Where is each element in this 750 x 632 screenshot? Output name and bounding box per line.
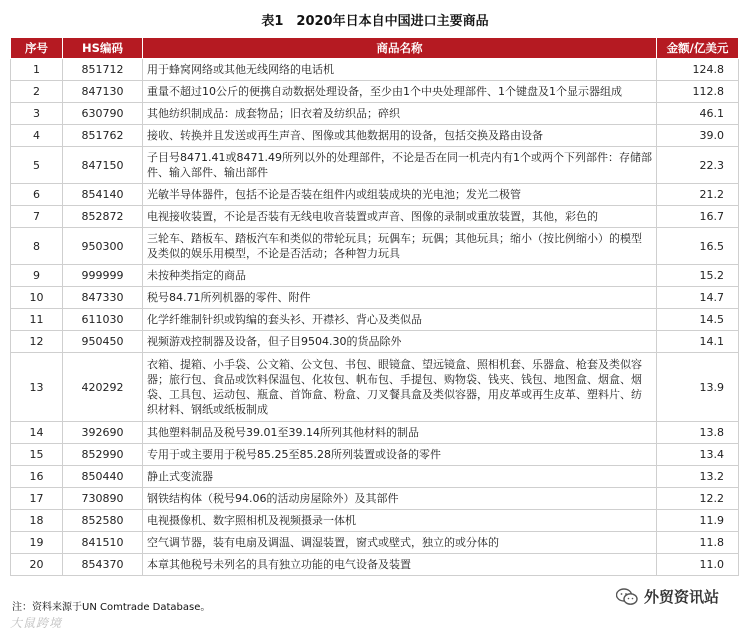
table-row — [11, 103, 739, 125]
watermark-left: 大鼠跨境 — [10, 616, 63, 630]
cell-hs: 847150 — [63, 147, 143, 184]
cell-amount: 11.0 — [657, 554, 739, 576]
cell-no: 8 — [11, 228, 63, 265]
cell-hs: 730890 — [63, 488, 143, 510]
cell-amount: 14.5 — [657, 309, 739, 331]
watermark-right — [616, 586, 719, 607]
cell-no: 5 — [11, 147, 63, 184]
table-row — [11, 466, 739, 488]
table-row — [11, 184, 739, 206]
header-name: 商品名称 — [143, 38, 657, 59]
watermark-right-text: 外贸资讯站 — [644, 588, 720, 606]
cell-no: 11 — [11, 309, 63, 331]
table-row — [11, 228, 739, 265]
table-row — [11, 488, 739, 510]
cell-amount: 12.2 — [657, 488, 739, 510]
cell-no: 9 — [11, 265, 63, 287]
cell-amount: 46.1 — [657, 103, 739, 125]
cell-amount: 13.9 — [657, 353, 739, 422]
cell-no: 13 — [11, 353, 63, 422]
header-no: 序号 — [11, 38, 63, 59]
cell-name: 接收、转换并且发送或再生声音、图像或其他数据用的设备，包括交换及路由设备 — [143, 125, 657, 147]
cell-hs: 950300 — [63, 228, 143, 265]
cell-no: 16 — [11, 466, 63, 488]
cell-hs: 999999 — [63, 265, 143, 287]
cell-name: 用于蜂窝网络或其他无线网络的电话机 — [143, 59, 657, 81]
cell-amount: 15.2 — [657, 265, 739, 287]
cell-hs: 630790 — [63, 103, 143, 125]
cell-no: 3 — [11, 103, 63, 125]
table-row — [11, 331, 739, 353]
cell-hs: 950450 — [63, 331, 143, 353]
cell-no: 4 — [11, 125, 63, 147]
cell-name: 电视接收装置，不论是否装有无线电收音装置或声音、图像的录制或重放装置，其他，彩色的 — [143, 206, 657, 228]
cell-hs: 852990 — [63, 444, 143, 466]
import-goods-table — [10, 37, 739, 576]
cell-amount: 13.2 — [657, 466, 739, 488]
cell-name: 三轮车、踏板车、踏板汽车和类似的带轮玩具；玩偶车；玩偶；其他玩具；缩小（按比例缩小）的模型及类似的娱乐用模型，不论是否活动；各种智力玩具 — [143, 228, 657, 265]
cell-no: 15 — [11, 444, 63, 466]
cell-hs: 847130 — [63, 81, 143, 103]
cell-amount: 124.8 — [657, 59, 739, 81]
cell-hs: 420292 — [63, 353, 143, 422]
cell-hs: 392690 — [63, 422, 143, 444]
table-row — [11, 422, 739, 444]
table-row — [11, 125, 739, 147]
cell-name: 子目号8471.41或8471.49所列以外的处理部件，不论是否在同一机壳内有1个或两个下列部件：存储部件、输入部件、输出部件 — [143, 147, 657, 184]
table-row — [11, 206, 739, 228]
cell-name: 专用于或主要用于税号85.25至85.28所列装置或设备的零件 — [143, 444, 657, 466]
cell-amount: 16.7 — [657, 206, 739, 228]
cell-hs: 851712 — [63, 59, 143, 81]
cell-no: 1 — [11, 59, 63, 81]
table-row — [11, 265, 739, 287]
table-row — [11, 309, 739, 331]
source-note: 注：资料来源于UN Comtrade Database。 — [12, 602, 211, 613]
cell-hs: 851762 — [63, 125, 143, 147]
table-header-row — [11, 38, 739, 59]
cell-name: 重量不超过10公斤的便携自动数据处理设备，至少由1个中央处理部件、1个键盘及1个显示器组成 — [143, 81, 657, 103]
cell-name: 静止式变流器 — [143, 466, 657, 488]
table-row — [11, 287, 739, 309]
cell-name: 电视摄像机、数字照相机及视频摄录一体机 — [143, 510, 657, 532]
cell-no: 10 — [11, 287, 63, 309]
cell-amount: 13.4 — [657, 444, 739, 466]
table-row — [11, 353, 739, 422]
cell-amount: 13.8 — [657, 422, 739, 444]
cell-name: 视频游戏控制器及设备，但子目9504.30的货品除外 — [143, 331, 657, 353]
cell-amount: 21.2 — [657, 184, 739, 206]
cell-hs: 847330 — [63, 287, 143, 309]
cell-amount: 14.1 — [657, 331, 739, 353]
cell-amount: 112.8 — [657, 81, 739, 103]
cell-hs: 611030 — [63, 309, 143, 331]
table-row — [11, 510, 739, 532]
cell-hs: 850440 — [63, 466, 143, 488]
cell-name: 光敏半导体器件，包括不论是否装在组件内或组装成块的光电池；发光二极管 — [143, 184, 657, 206]
table-title: 表1 2020年日本自中国进口主要商品 — [261, 14, 489, 29]
table-row — [11, 444, 739, 466]
cell-name: 未按种类指定的商品 — [143, 265, 657, 287]
cell-amount: 16.5 — [657, 228, 739, 265]
table-row — [11, 532, 739, 554]
cell-no: 18 — [11, 510, 63, 532]
cell-amount: 11.8 — [657, 532, 739, 554]
cell-no: 14 — [11, 422, 63, 444]
cell-no: 7 — [11, 206, 63, 228]
header-amount: 金额/亿美元 — [657, 38, 739, 59]
cell-name: 钢铁结构体（税号94.06的活动房屋除外）及其部件 — [143, 488, 657, 510]
table-row — [11, 59, 739, 81]
wechat-icon — [616, 588, 638, 606]
cell-hs: 852580 — [63, 510, 143, 532]
cell-amount: 14.7 — [657, 287, 739, 309]
cell-name: 衣箱、提箱、小手袋、公文箱、公文包、书包、眼镜盒、望远镜盒、照相机套、乐器盒、枪套及类似容器；旅行包、食品或饮料保温包、化妆包、帆布包、手提包、购物袋、钱夹、钱包、地图盒、烟盒、烟袋、工具包、运动包、瓶盒、首饰盒、粉盒、刀叉餐具盒及类似容器，用皮革或再生皮革、塑料片、纺织材料、钢纸或纸板制成 — [143, 353, 657, 422]
cell-amount: 11.9 — [657, 510, 739, 532]
cell-name: 其他纺织制成品：成套物品；旧衣着及纺织品；碎织 — [143, 103, 657, 125]
cell-no: 2 — [11, 81, 63, 103]
table-row — [11, 81, 739, 103]
cell-no: 20 — [11, 554, 63, 576]
cell-name: 其他塑料制品及税号39.01至39.14所列其他材料的制品 — [143, 422, 657, 444]
cell-hs: 841510 — [63, 532, 143, 554]
cell-hs: 854140 — [63, 184, 143, 206]
cell-name: 本章其他税号未列名的具有独立功能的电气设备及装置 — [143, 554, 657, 576]
cell-no: 17 — [11, 488, 63, 510]
header-hs: HS编码 — [63, 38, 143, 59]
cell-name: 化学纤维制针织或钩编的套头衫、开襟衫、背心及类似品 — [143, 309, 657, 331]
cell-hs: 852872 — [63, 206, 143, 228]
cell-name: 税号84.71所列机器的零件、附件 — [143, 287, 657, 309]
cell-hs: 854370 — [63, 554, 143, 576]
cell-amount: 39.0 — [657, 125, 739, 147]
cell-name: 空气调节器，装有电扇及调温、调湿装置，窗式或壁式，独立的或分体的 — [143, 532, 657, 554]
cell-amount: 22.3 — [657, 147, 739, 184]
cell-no: 12 — [11, 331, 63, 353]
table-row — [11, 147, 739, 184]
cell-no: 6 — [11, 184, 63, 206]
cell-no: 19 — [11, 532, 63, 554]
table-row — [11, 554, 739, 576]
